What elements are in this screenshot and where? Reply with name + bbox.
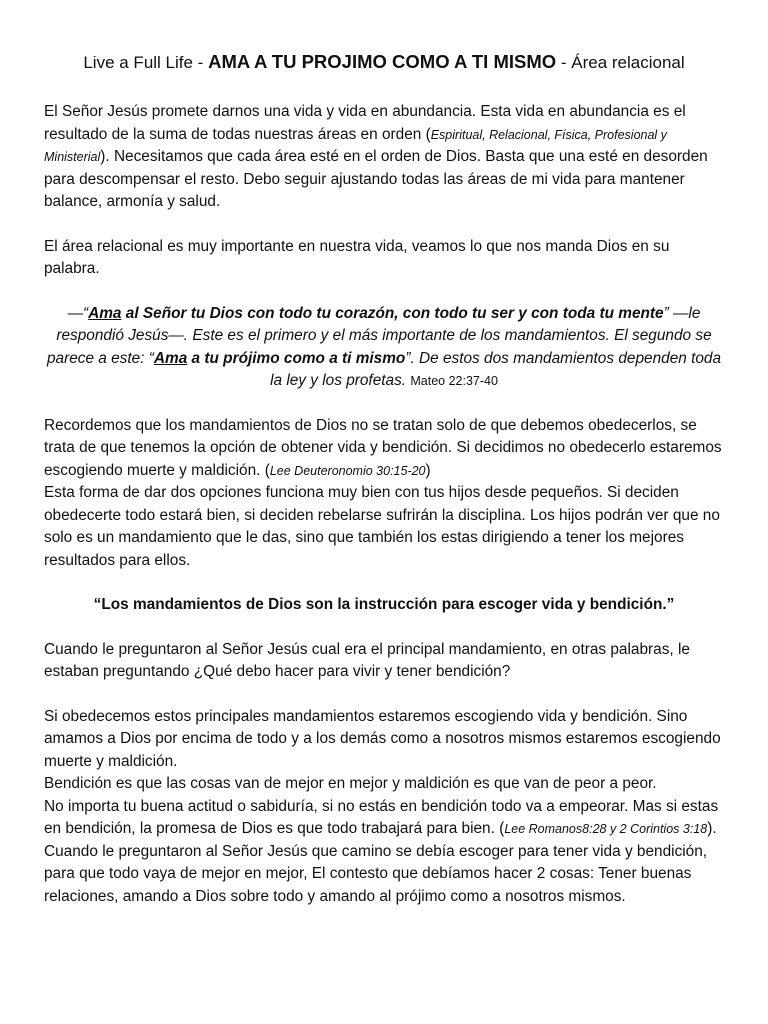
paragraph-commandments	[44, 415, 724, 483]
paragraph-obey: Si obedecemos estos principales mandamientos estaremos escogiendo vida y bendición. Sino amamos a Dios por encima de todo y a los demás como a nosotros mismos estaremos escogiendo muerte y maldición.	[44, 707, 721, 770]
areas-list: Espiritual, Relacional, Física, Profesional y Ministerial	[44, 127, 667, 164]
scripture-quote	[44, 303, 724, 393]
paragraph-attitude	[44, 796, 724, 841]
quote-middle: ” —le respondió Jesús—. Este es el primero y el más importante de los mandamientos. El segundo se parece a este: “	[46, 304, 712, 367]
highlight-quote: “Los mandamientos de Dios son la instrucción para escoger vida y bendición.”	[93, 596, 675, 613]
paragraph-relational: El área relacional es muy importante en nuestra vida, veamos lo que nos manda Dios en su palabra.	[44, 237, 670, 277]
quote-end: ”. De estos dos mandamientos dependen toda la ley y los profetas.	[270, 349, 722, 389]
title-prefix: Live a Full Life -	[83, 53, 209, 72]
romans-reference: Lee Romanos8:28 y 2 Corintios 3:18	[504, 822, 708, 836]
quote-bold-2: a tu prójimo como a ti mismo	[187, 349, 406, 367]
quote-open: —“	[67, 304, 89, 322]
paragraph-blessing: Bendición es que las cosas van de mejor en mejor y maldición es que van de peor a peor.	[44, 775, 657, 792]
quote-ama-1: Ama	[88, 304, 122, 322]
paragraph-attitude-text: No importa tu buena actitud o sabiduría, si no estás en bendición todo va a empeorar. Mas si estas en bendición, la promesa de Dios es que todo trabajará para bien. (	[44, 797, 719, 837]
paragraph-intro-text-a: El Señor Jesús promete darnos una vida y vida en abundancia. Esta vida en abundancia es el resultado de la suma de todas nuestras áreas en orden (	[44, 103, 686, 143]
quote-reference: Mateo 22:37-40	[410, 374, 498, 388]
paragraph-commandments-close: )	[425, 461, 431, 479]
paragraph-children: Esta forma de dar dos opciones funciona muy bien con tus hijos desde pequeños. Si deciden obedecerte todo estará bien, si deciden rebelarse sufrirán la disciplina. Los hijos podrán ver que no solo es un mandamiento que le das, sino que también los estas dirigiendo a tener los mejores resultados para ellos.	[44, 484, 720, 569]
paragraph-intro	[44, 101, 724, 214]
deuteronomy-reference: Lee Deuteronomio 30:15-20	[269, 463, 426, 478]
document-title	[44, 50, 724, 75]
paragraph-two-things: Cuando le preguntaron al Señor Jesús que camino se debía escoger para tener vida y bendición, para que todo vaya de mejor en mejor, El contesto que debíamos hacer 2 cosas: Tener buenas relaciones, amando a Dios sobre todo y amando al prójimo como a nosotros mismos.	[44, 842, 708, 905]
title-main: AMA A TU PROJIMO COMO A TI MISMO	[208, 51, 557, 72]
paragraph-attitude-close: ).	[707, 820, 717, 837]
paragraph-commandments-text: Recordemos que los mandamientos de Dios no se tratan solo de que debemos obedecerlos, se trata de que tenemos la opción de obtener vida y bendición. Si decidimos no obedecerlo estaremos escogiendo muerte y maldición. (	[44, 416, 722, 479]
title-suffix: - Área relacional	[556, 53, 685, 72]
quote-ama-2: Ama	[153, 349, 188, 367]
quote-bold-1: al Señor tu Dios con todo tu corazón, con todo tu ser y con toda tu mente	[121, 304, 664, 322]
paragraph-intro-text-b: ). Necesitamos que cada área esté en el orden de Dios. Basta que una esté en desorden para descompensar el resto. Debo seguir ajustando todas las áreas de mi vida para mantener balance, armonía y salud.	[44, 148, 708, 210]
paragraph-question: Cuando le preguntaron al Señor Jesús cual era el principal mandamiento, en otras palabras, le estaban preguntando ¿Qué debo hacer para vivir y tener bendición?	[44, 640, 690, 680]
